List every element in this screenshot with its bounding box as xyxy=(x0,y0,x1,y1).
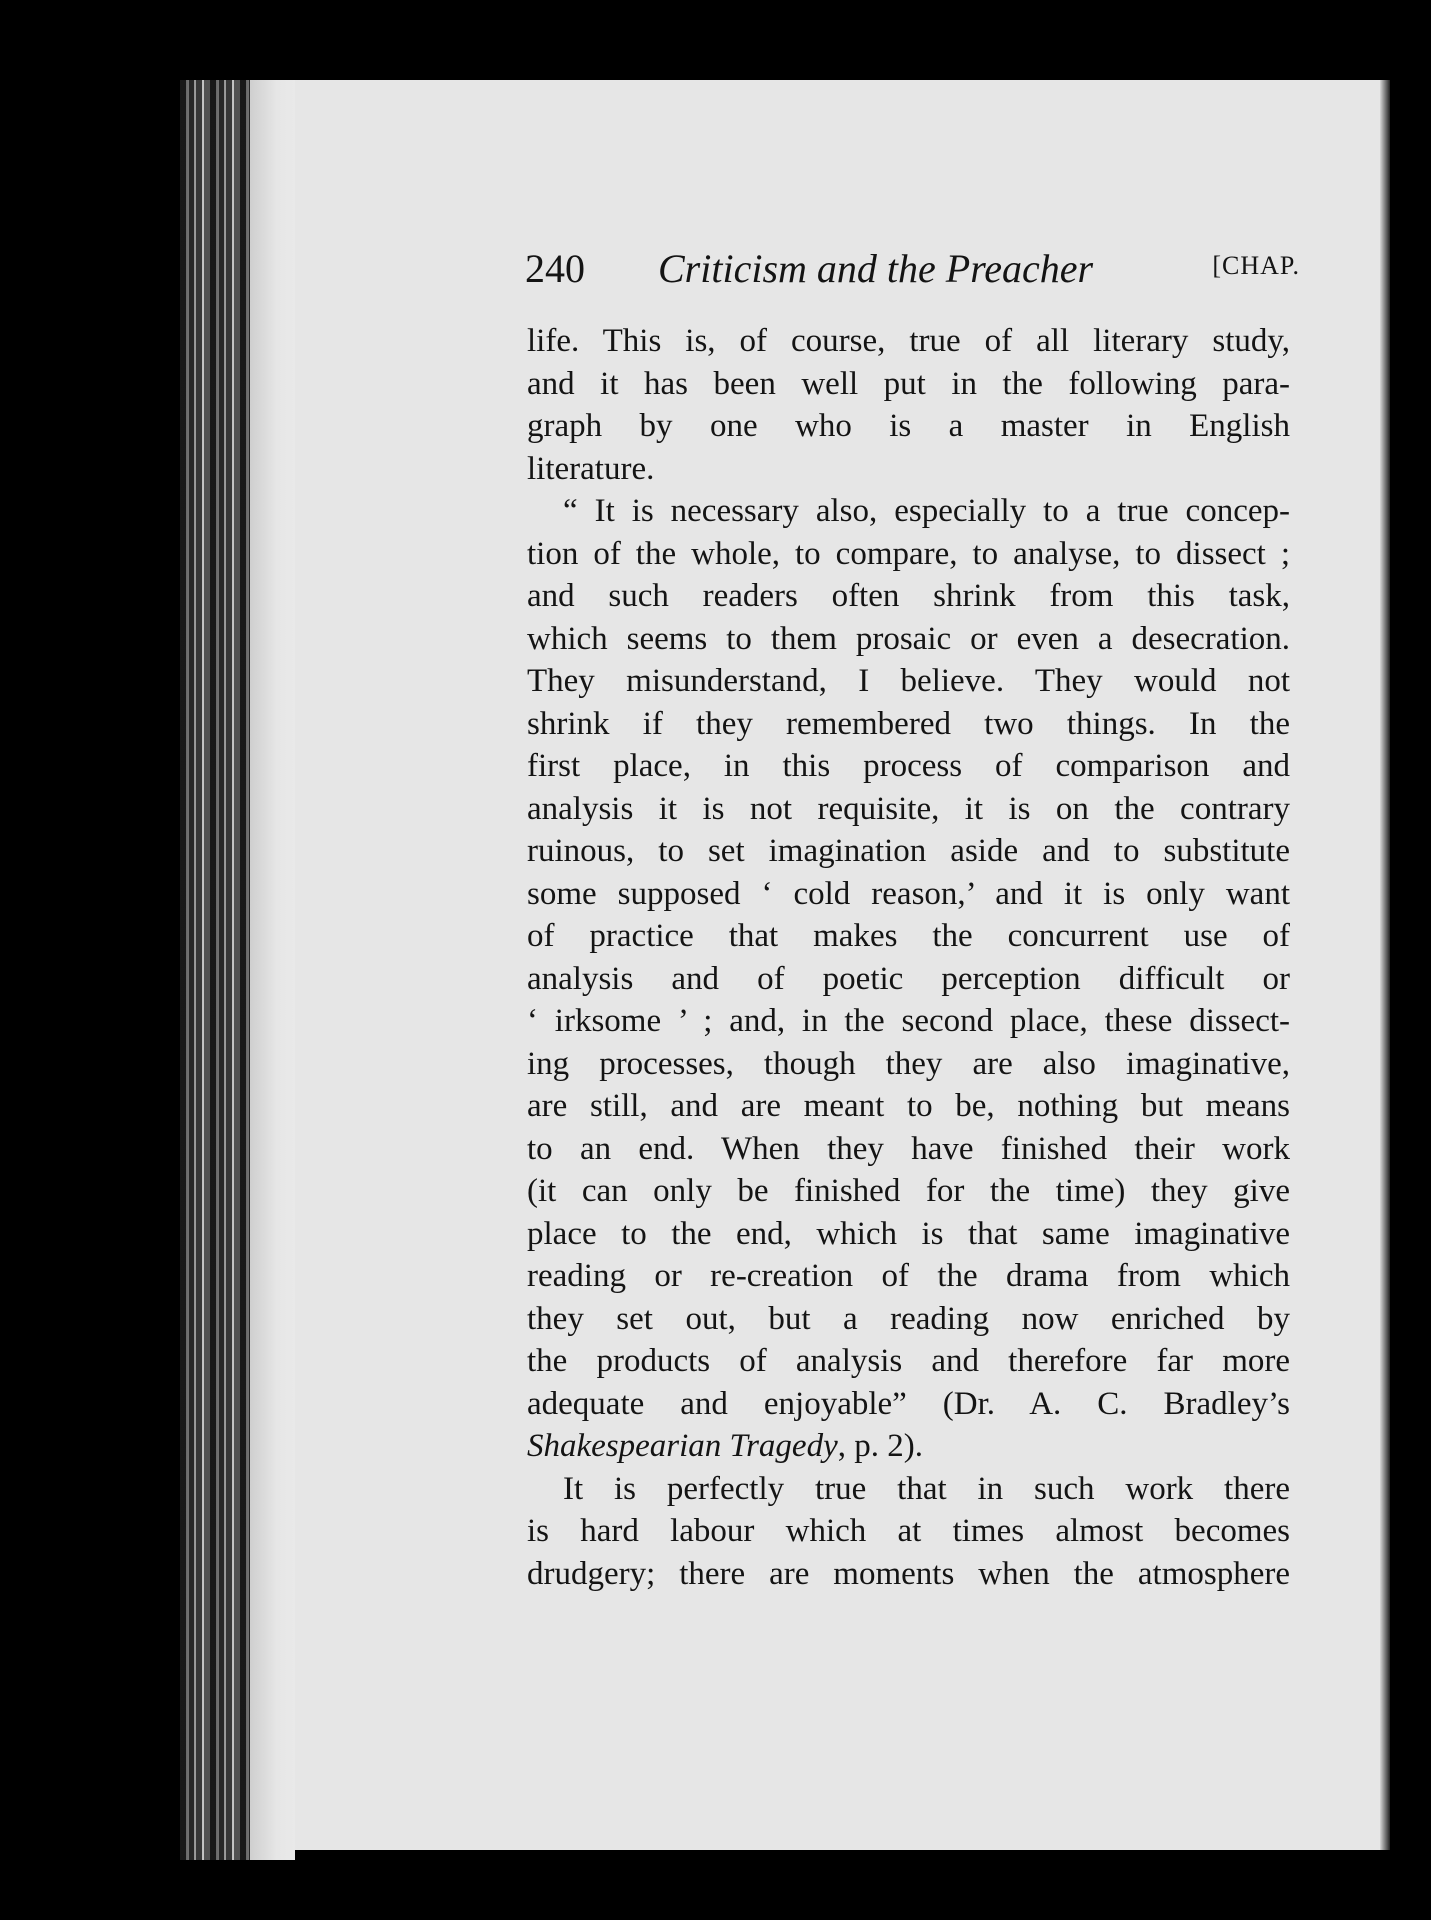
text-line: first place, in this process of comparison and xyxy=(527,748,1290,784)
citation-line xyxy=(527,1425,1290,1468)
text-line: It is perfectly true that in such work there xyxy=(563,1470,1290,1507)
body-text xyxy=(527,320,1290,1595)
text-line: “ It is necessary also, especially to a true concep- xyxy=(563,493,1290,529)
text-line: drudgery; there are moments when the atmosphere xyxy=(527,1555,1290,1592)
text-line: of practice that makes the concurrent use of xyxy=(527,918,1290,954)
text-line: literature. xyxy=(527,450,655,487)
text-line: the products of analysis and therefore far more xyxy=(527,1343,1290,1379)
text-line: they set out, but a reading now enriched by xyxy=(527,1300,1290,1337)
text-line: analysis it is not requisite, it is on the contrary xyxy=(527,790,1290,827)
text-line: adequate and enjoyable” (Dr. A. C. Bradley’s xyxy=(527,1385,1290,1422)
text-line: ‘ irksome ’ ; and, in the second place, these dissect- xyxy=(527,1003,1290,1039)
text-line: are still, and are meant to be, nothing but means xyxy=(527,1088,1290,1124)
text-line: and it has been well put in the following para- xyxy=(527,365,1290,402)
page-right-edge xyxy=(1380,80,1390,1850)
text-line: place to the end, which is that same imaginative xyxy=(527,1215,1290,1252)
text-line: some supposed ‘ cold reason,’ and it is only want xyxy=(527,875,1290,912)
text-line: life. This is, of course, true of all literary study, xyxy=(527,323,1290,359)
text-line: They misunderstand, I believe. They would not xyxy=(527,663,1290,699)
citation-title: Shakespearian Tragedy xyxy=(527,1428,838,1464)
text-line: reading or re-creation of the drama from which xyxy=(527,1258,1290,1294)
text-line: (it can only be finished for the time) they give xyxy=(527,1173,1290,1209)
text-line: ing processes, though they are also imaginative, xyxy=(527,1045,1290,1082)
text-line: graph by one who is a master in English xyxy=(527,408,1290,444)
gutter-shadow xyxy=(250,80,295,1860)
citation-page: , p. 2). xyxy=(837,1428,923,1464)
text-line: is hard labour which at times almost becomes xyxy=(527,1513,1290,1549)
running-title: Criticism and the Preacher xyxy=(658,246,1094,291)
text-line: tion of the whole, to compare, to analyse, to dissect ; xyxy=(527,535,1290,572)
text-line: and such readers often shrink from this task, xyxy=(527,578,1290,614)
chapter-mark: [CHAP. xyxy=(1212,251,1300,280)
text-line: shrink if they remembered two things. In the xyxy=(527,705,1290,742)
text-line: ruinous, to set imagination aside and to substitute xyxy=(527,833,1290,869)
text-line: analysis and of poetic perception difficult or xyxy=(527,960,1290,997)
text-line: which seems to them prosaic or even a desecration. xyxy=(527,620,1290,657)
running-header xyxy=(525,245,1300,295)
page-number: 240 xyxy=(525,246,585,291)
text-line: to an end. When they have finished their work xyxy=(527,1130,1290,1167)
